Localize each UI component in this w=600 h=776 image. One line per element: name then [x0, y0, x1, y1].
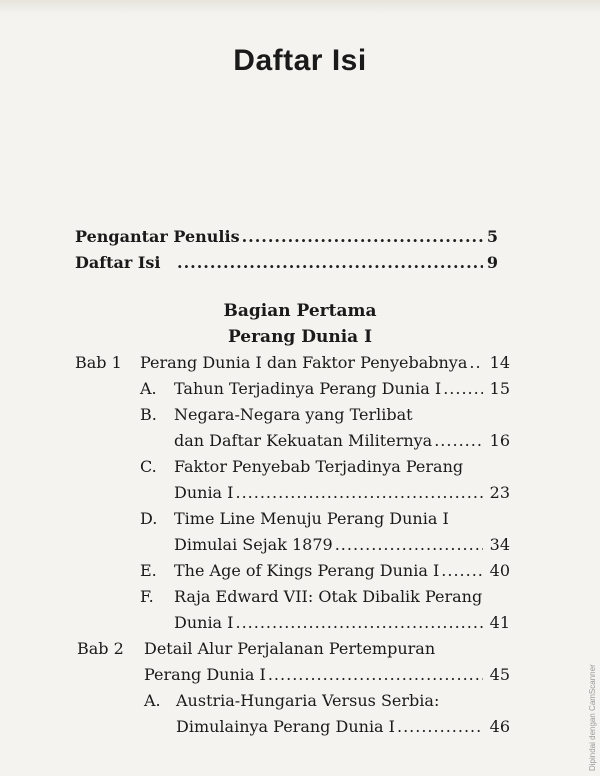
toc-entry-section[interactable] — [174, 430, 485, 452]
toc-entry-label: The Age of Kings Perang Dunia I — [174, 561, 440, 580]
toc-entry-pengantar[interactable] — [75, 226, 485, 248]
toc-entry-section[interactable] — [174, 612, 485, 634]
part-heading-line1: Bagian Pertama — [223, 301, 377, 321]
toc-entry-label: Dunia I — [174, 483, 234, 502]
toc-entry-section[interactable] — [174, 378, 485, 400]
toc-page-number: 15 — [489, 379, 510, 398]
section-letter: A. — [140, 379, 157, 398]
toc-entry-label-line1[interactable]: Time Line Menuju Perang Dunia I — [174, 509, 449, 528]
toc-entry-label: Daftar Isi — [75, 253, 161, 272]
toc-page-number: 40 — [489, 561, 510, 580]
watermark-label: Dipindai dengan CamScanner — [588, 664, 597, 771]
toc-entry-section[interactable] — [176, 716, 485, 738]
toc-entry-bab-2[interactable] — [144, 664, 485, 686]
scanner-watermark — [586, 640, 598, 776]
toc-entry-label-line1[interactable]: Austria-Hungaria Versus Serbia: — [176, 691, 440, 710]
toc-entry-label: Dimulainya Perang Dunia I — [176, 717, 395, 736]
toc-entry-section[interactable] — [174, 482, 485, 504]
toc-entry-section[interactable] — [174, 534, 485, 556]
leader-dots — [242, 226, 483, 248]
leader-dots — [236, 612, 484, 634]
toc-entry-label-line1[interactable]: Faktor Penyebab Terjadinya Perang — [174, 457, 464, 476]
toc-entry-label: Perang Dunia I dan Faktor Penyebabnya — [140, 353, 468, 372]
toc-page-number: 16 — [489, 431, 510, 450]
toc-entry-label: Dimulai Sejak 1879 — [174, 535, 333, 554]
section-letter: E. — [140, 561, 157, 580]
toc-page-number: 41 — [489, 613, 510, 632]
toc-page-number: 9 — [486, 253, 498, 272]
page-top-shadow — [0, 0, 600, 14]
watermark-text-graphic — [586, 643, 598, 773]
toc-entry-label-line1[interactable]: Raja Edward VII: Otak Dibalik Perang — [174, 587, 483, 606]
toc-page-number: 23 — [489, 483, 510, 502]
part-heading-line2: Perang Dunia I — [227, 327, 373, 347]
toc-page-number: 46 — [489, 717, 510, 736]
toc-page-number: 14 — [489, 353, 510, 372]
toc-page-number: 5 — [486, 227, 498, 246]
chapter-number: Bab 2 — [77, 639, 124, 658]
toc-entry-label: Dunia I — [174, 613, 234, 632]
toc-page-number: 34 — [489, 535, 510, 554]
section-letter: D. — [140, 509, 158, 528]
toc-entry-label-line1[interactable]: Detail Alur Perjalanan Pertempuran — [144, 639, 436, 658]
section-letter: A. — [144, 691, 161, 710]
leader-dots — [177, 252, 483, 274]
toc-entry-section[interactable] — [174, 560, 485, 582]
section-letter: F. — [140, 587, 154, 606]
toc-entry-label: Tahun Terjadinya Perang Dunia I — [174, 379, 442, 398]
section-letter: B. — [140, 405, 157, 424]
toc-entry-daftar-isi[interactable] — [75, 252, 485, 274]
toc-entry-label: Pengantar Penulis — [75, 227, 240, 246]
toc-entry-label-line1[interactable]: Negara-Negara yang Terlibat — [174, 405, 413, 424]
toc-entry-label: dan Daftar Kekuatan Militernya — [174, 431, 433, 450]
toc-entry-bab-1[interactable] — [140, 352, 485, 374]
leader-dots — [335, 534, 483, 556]
page-title: Daftar Isi — [233, 44, 367, 77]
toc-entry-label: Perang Dunia I — [144, 665, 266, 684]
leader-dots — [236, 482, 484, 504]
toc-page-number: 45 — [489, 665, 510, 684]
leader-dots — [268, 664, 483, 686]
section-letter: C. — [140, 457, 157, 476]
chapter-number: Bab 1 — [75, 353, 122, 372]
